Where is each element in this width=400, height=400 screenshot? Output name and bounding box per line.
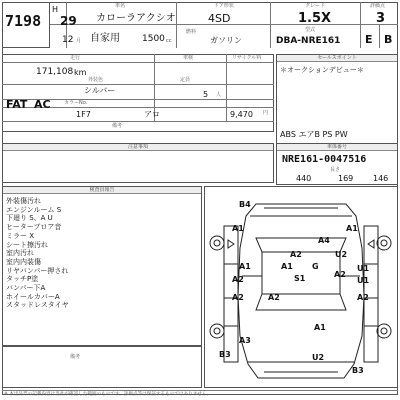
damage-mark-b3-right: B3: [352, 366, 364, 375]
inspector-note-item: バンパー下A: [6, 284, 46, 293]
score-value: 3: [376, 11, 386, 26]
doors-label: ドア形状: [214, 3, 234, 9]
inspector-note-item: エンジンルーム S: [6, 205, 62, 214]
remarks-box: [2, 346, 202, 388]
month-value: 12: [62, 35, 74, 45]
month-unit: 月: [76, 38, 82, 44]
inspector-notes-list: [6, 197, 69, 310]
usage-value: 自家用: [90, 33, 120, 44]
damage-mark-a2-rear-left: A2: [232, 293, 244, 302]
color-label: 外装色: [88, 77, 104, 83]
seats-label: 定員: [180, 77, 191, 83]
color-code-suffix: アロ: [144, 110, 160, 119]
damage-mark-b3-left: B3: [219, 350, 231, 359]
damage-mark-s1: S1: [294, 274, 306, 283]
damage-mark-b4: B4: [239, 200, 251, 209]
footer-note: ※ 本出品票の記載内容は当社が確認した範囲のものです。評価点等は保証するものではありません。: [4, 392, 212, 397]
damage-mark-a4: A4: [318, 236, 330, 245]
fuel-value: ガソリン: [210, 36, 242, 45]
inspector-note-item: ホイールカバーA: [6, 292, 60, 301]
exterior-grade: B: [384, 33, 393, 46]
length-label: 長さ: [330, 167, 341, 173]
model-code: DBA-NRE161: [276, 36, 341, 46]
inspection-label: 車検: [183, 55, 194, 61]
remarks-label: 備考: [112, 123, 123, 129]
displacement-unit: cc: [166, 38, 172, 44]
inspector-notes-label: 検査員報告: [89, 187, 115, 193]
damage-mark-a1-front-right: A1: [346, 224, 358, 233]
damage-mark-g: G: [312, 262, 319, 271]
lot-number: 7198: [5, 12, 42, 30]
length-value: 440: [296, 174, 312, 183]
damage-mark-a2-hood: A2: [290, 250, 302, 259]
recycle-unit: 円: [263, 110, 269, 116]
damage-mark-a2-right: A2: [334, 270, 346, 279]
damage-mark-a1-front-left: A1: [232, 224, 244, 233]
ac-value: AC: [34, 98, 51, 111]
width-value: 169: [338, 174, 354, 183]
color-code-value: 1F7: [76, 110, 91, 119]
damage-mark-a1-side-left: A1: [239, 262, 251, 271]
inspector-note-item: 室内汚れ: [6, 249, 34, 258]
damage-mark-u1-lower: U1: [357, 276, 370, 285]
inspector-note-item: 下廻り S、A U: [6, 214, 53, 223]
displacement-value: 1500: [142, 34, 165, 44]
car-name-label: 車名: [115, 3, 126, 9]
car-name: カローラアクシオ: [96, 13, 176, 24]
car-diagram: [204, 186, 398, 388]
seats-unit: 人: [216, 92, 222, 98]
color-value: シルバー: [84, 86, 116, 95]
damage-mark-a2-side-left: A2: [232, 275, 244, 284]
year-value: 29: [60, 14, 77, 28]
notes-label: 注意事項: [127, 144, 148, 150]
transmission-value: FAT: [6, 98, 28, 111]
inspector-note-item: 室内内装傷: [6, 257, 41, 266]
recycle-label: リサイクル料: [232, 55, 262, 61]
score-label: 評価点: [370, 3, 386, 9]
damage-mark-a2-rear-center: A2: [268, 293, 280, 302]
damage-mark-a2-rear-right: A2: [357, 293, 369, 302]
grade-value: 1.5X: [298, 11, 332, 26]
inspector-note-item: シート擦汚れ: [6, 240, 48, 249]
remarks-label-2: 備考: [70, 354, 81, 360]
seller-points-label: セールスポイント: [317, 55, 357, 61]
color-code-label: カラーNo.: [64, 100, 88, 106]
damage-mark-u2-rear: U2: [312, 353, 325, 362]
mileage-unit: km: [74, 68, 87, 77]
seats-value: 5: [203, 90, 209, 99]
year-era: H: [52, 5, 59, 14]
damage-mark-u2-front: U2: [335, 250, 348, 259]
grade-label: グレード: [305, 3, 326, 9]
doors-value: 4SD: [208, 12, 231, 25]
fuel-label: 燃料: [186, 29, 197, 35]
mileage-value: 171,108: [36, 67, 74, 77]
inspector-note-item: ミラー X: [6, 231, 35, 240]
damage-mark-a1-center: A1: [281, 262, 293, 271]
chassis-number: NRE161-0047516: [282, 154, 367, 165]
damage-mark-a1-rear: A1: [314, 323, 326, 332]
damage-mark-u1-upper: U1: [357, 264, 370, 273]
recycle-value: 9,470: [230, 110, 253, 119]
mileage-label: 走行: [70, 55, 81, 61]
inspector-note-item: ヒーターブロア音: [6, 223, 62, 232]
inspector-note-item: タッチP塗: [6, 275, 39, 284]
model-label: 型式: [305, 27, 316, 33]
inspector-note-item: リヤバンパー押され: [6, 266, 69, 275]
inspector-note-item: 外装傷汚れ: [6, 197, 41, 205]
chassis-label: 車体番号: [326, 144, 347, 150]
height-value: 146: [373, 174, 389, 183]
interior-grade: E: [365, 33, 373, 46]
seller-points-text: ＊オークションデビュー＊: [280, 66, 364, 74]
damage-mark-a3: A3: [239, 336, 251, 345]
equipment-text: ABS エアB PS PW: [280, 130, 348, 139]
inspector-note-item: スタッドレスタイヤ: [6, 301, 69, 310]
